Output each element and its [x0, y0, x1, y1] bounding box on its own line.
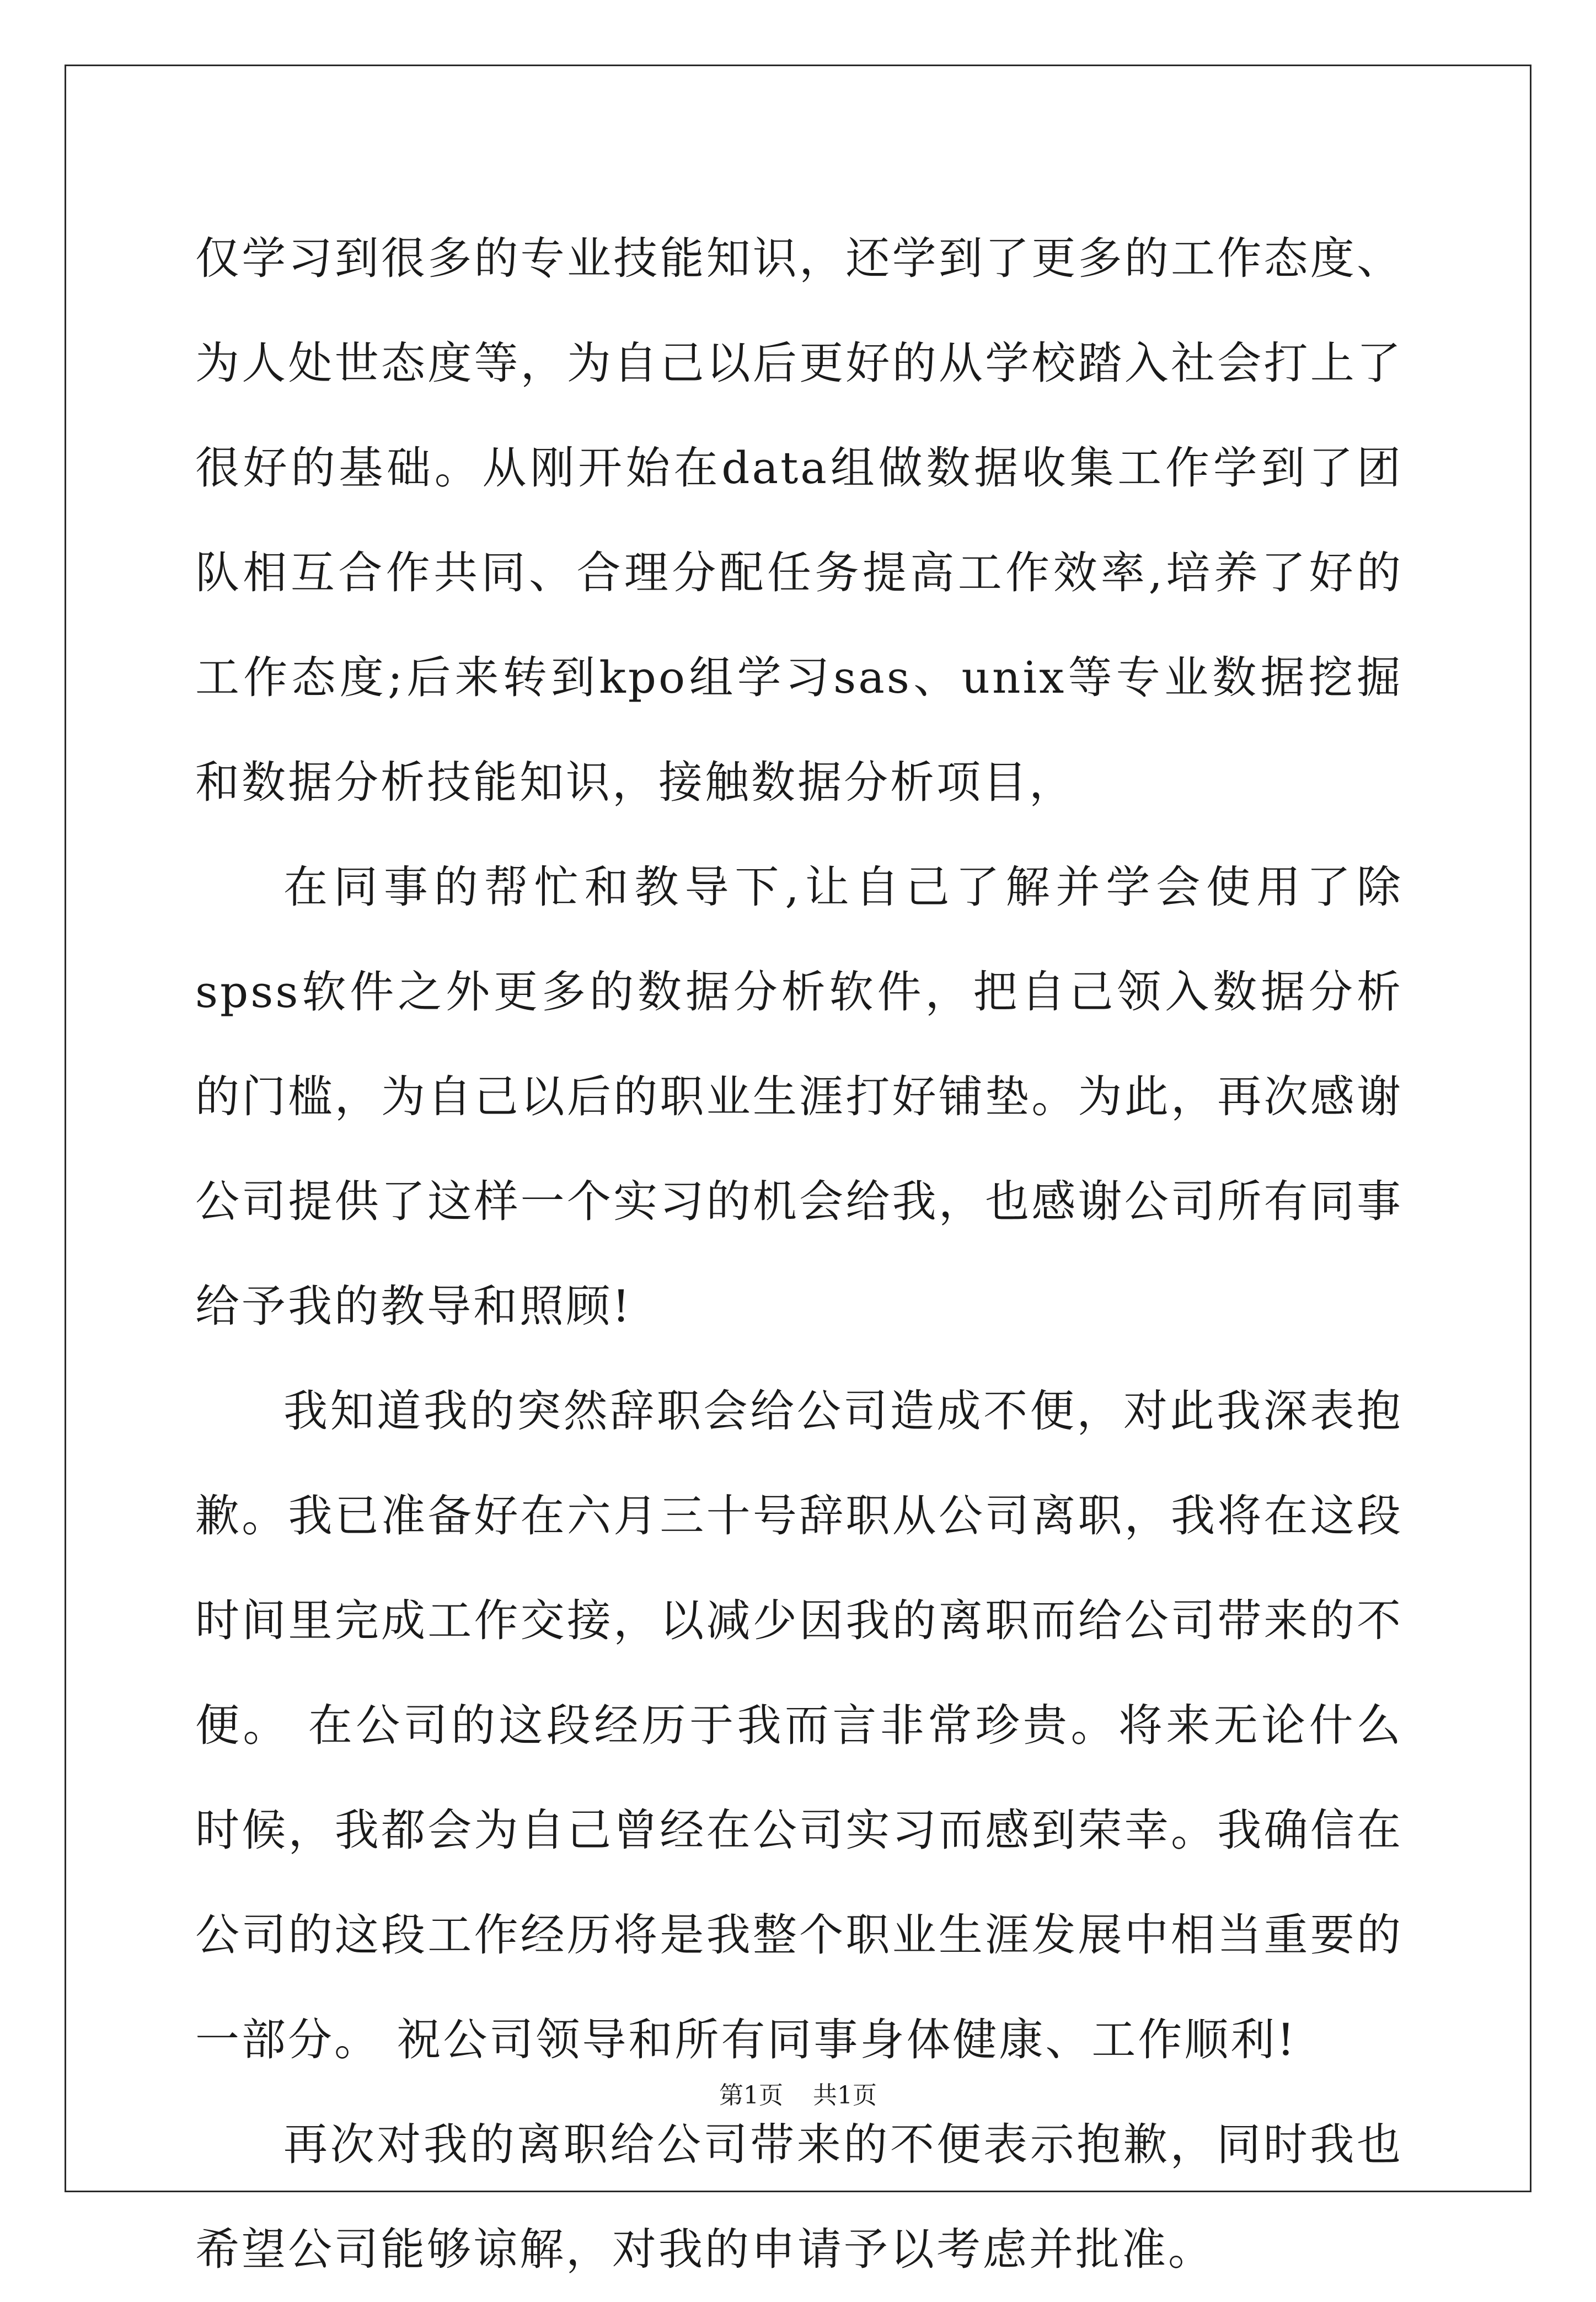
paragraph-3: 我知道我的突然辞职会给公司造成不便，对此我深表抱歉。我已准备好在六月三十号辞职从公司离职，我将在这段时间里完成工作交接，以减少因我的离职而给公司带来的不便。 在公司的这段经历于我而言非常珍贵。将来无论什么时候，我都会为自己曾经在公司实习而感到荣幸。我确信在公司的这段工作经历将是我整个职业生涯发展中相当重要的一部分。 祝公司领导和所有同事身体健康、工作顺利!	[195, 1385, 1403, 2065]
paragraph-2: 在同事的帮忙和教导下,让自己了解并学会使用了除spss软件之外更多的数据分析软件，把自己领入数据分析的门槛，为自己以后的职业生涯打好铺垫。为此，再次感谢公司提供了这样一个实习的机会给我，也感谢公司所有同事给予我的教导和照顾!	[195, 861, 1403, 1332]
paragraph-4: 再次对我的离职给公司带来的不便表示抱歉，同时我也希望公司能够谅解，对我的申请予以考虑并批准。	[195, 2119, 1403, 2275]
page-number: 第1页	[719, 2081, 783, 2110]
document-body	[195, 206, 1403, 2302]
paragraph-1: 仅学习到很多的专业技能知识，还学到了更多的工作态度、为人处世态度等，为自己以后更好的从学校踏入社会打上了很好的基础。从刚开始在data组做数据收集工作学到了团队相互合作共同、合理分配任务提高工作效率,培养了好的工作态度;后来转到kpo组学习sas、unix等专业数据挖掘和数据分析技能知识，接触数据分析项目，	[195, 233, 1403, 808]
page-footer	[0, 2079, 1596, 2112]
page-total: 共1页	[813, 2081, 877, 2110]
